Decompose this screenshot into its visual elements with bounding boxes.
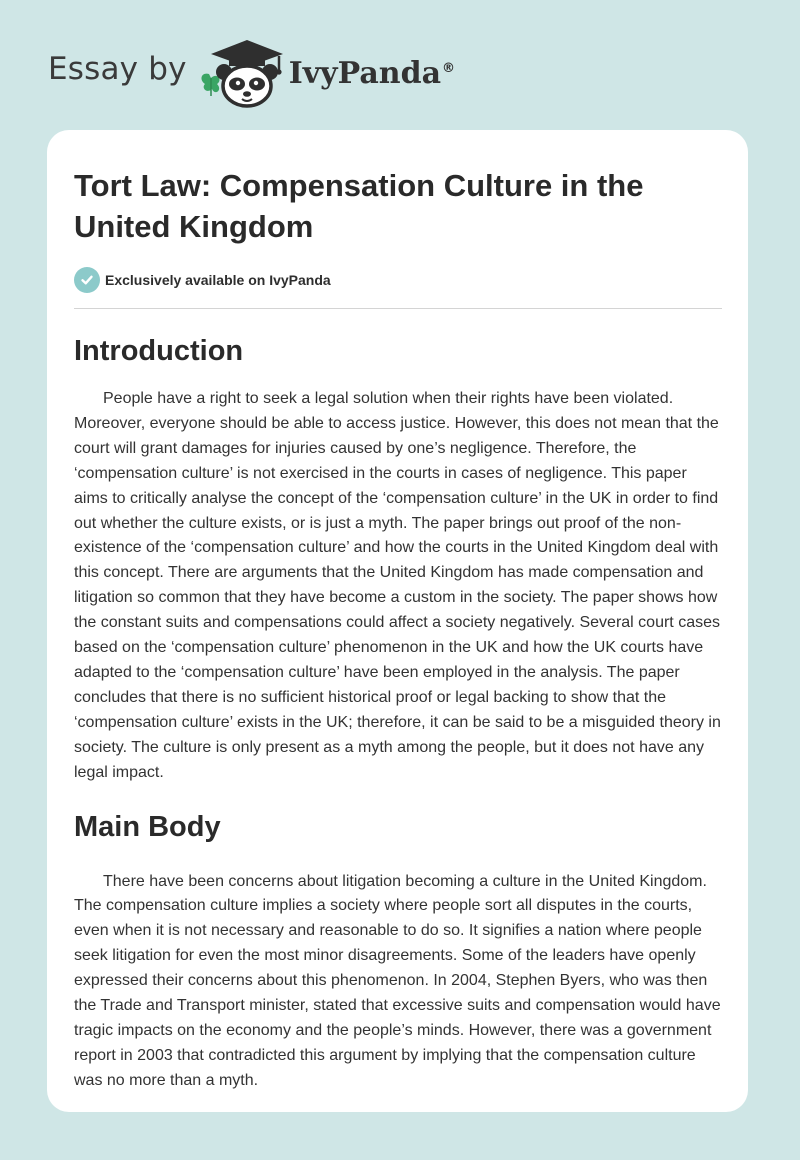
essay-by-label: Essay by <box>48 51 187 87</box>
registered-mark: ® <box>442 60 456 76</box>
title-divider <box>74 308 722 309</box>
check-icon <box>74 267 100 293</box>
brand-name: IvyPanda® <box>288 55 456 91</box>
main-body-paragraph: There have been concerns about litigation becoming a culture in the United Kingdom. The compensation culture implies a society where people sort all disputes in the courts, even when it is not necessary and reasonable to do so. It signifies a nation where people seek litigation for even the most minor disagreements. Some of the leaders have openly expressed their concerns about this phenomenon. In 2004, Stephen Byers, who was then the Trade and Transport minister, stated that excessive suits and compensation would have tragic impacts on the economy and the people’s minds. However, there was a government report in 2003 that contradicted this argument by implying that the compensation culture was no more than a myth. <box>74 872 721 1089</box>
essay-card <box>47 130 748 1112</box>
introduction-paragraph: People have a right to seek a legal solution when their rights have been violated. Moreover, everyone should be able to access justice. However, this does not mean that the court will grant damages for injuries caused by one’s negligence. Therefore, the ‘compensation culture’ is not exercised in the courts in cases of negligence. This paper aims to critically analyse the concept of the ‘compensation culture’ in the UK in order to find out whether the culture exists, or is just a myth. The paper brings out proof of the non-existence of the ‘compensation culture’ and how the courts in the United Kingdom deal with this concept. There are arguments that the United Kingdom has made compensation and litigation so common that they have become a custom in the society. The paper shows how the constant suits and compensations could affect a society negatively. Several court cases based on the ‘compensation culture’ phenomenon in the UK and how the UK courts have adapted to the ‘compensation culture’ have been employed in the analysis. The paper concludes that there is no sufficient historical proof or legal backing to show that the ‘compensation culture’ exists in the UK; therefore, it can be said to be a misguided theory in society. The culture is only present as a myth among the people, but it does not have any legal impact. <box>74 390 721 781</box>
site-brand[interactable] <box>48 34 455 108</box>
exclusive-badge <box>74 266 722 294</box>
panda-graduate-icon <box>195 34 291 108</box>
section-heading-main-body: Main Body <box>74 810 221 843</box>
essay-title: Tort Law: Compensation Culture in the United Kingdom <box>74 168 644 244</box>
exclusive-badge-text: Exclusively available on IvyPanda <box>105 272 331 288</box>
section-heading-introduction: Introduction <box>74 335 244 367</box>
